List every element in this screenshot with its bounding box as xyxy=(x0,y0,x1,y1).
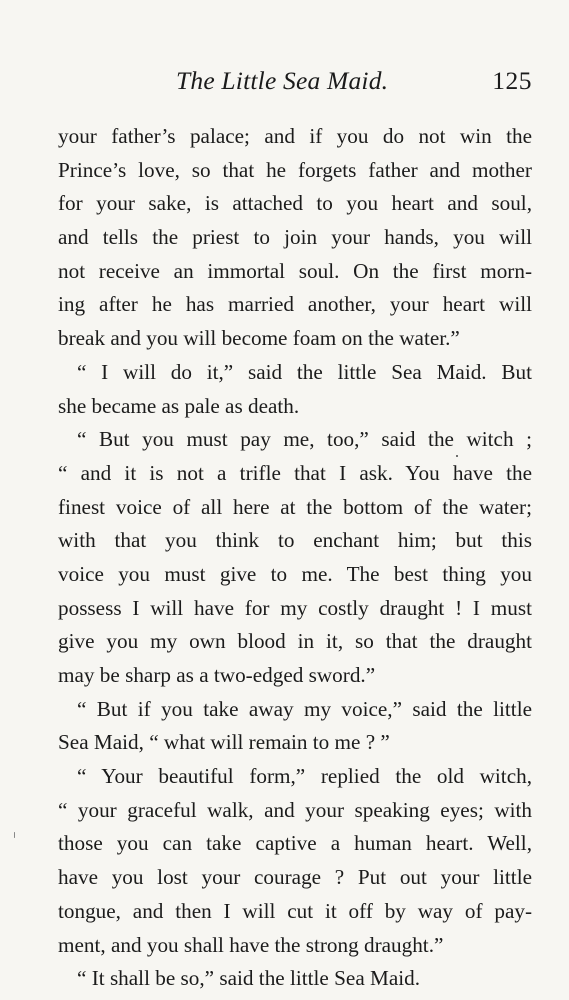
text-line: ment, and you shall have the strong draught.” xyxy=(58,932,444,957)
text-line: break and you will become foam on the water.” xyxy=(58,326,460,351)
text-line: and tells the priest to join your hands, you will xyxy=(58,225,532,250)
text-line: “ But you must pay me, too,” said the witch ; xyxy=(77,427,532,452)
text-line: Sea Maid, “ what will remain to me ? ” xyxy=(58,730,390,755)
text-line: have you lost your courage ? Put out your little xyxy=(58,865,532,890)
text-line: your father’s palace; and if you do not win the xyxy=(58,124,532,148)
text-line: “ But if you take away my voice,” said the little xyxy=(77,696,532,721)
text-line: for your sake, is attached to you heart and soul, xyxy=(58,191,532,216)
text-line: “ It shall be so,” said the little Sea Maid. xyxy=(77,966,421,991)
text-line: “ and it is not a trifle that I ask. You have the xyxy=(58,460,532,485)
text-line: ing after he has married another, your heart will xyxy=(58,292,532,317)
page-number: 125 xyxy=(492,66,532,95)
text-line: tongue, and then I will cut it off by way of pay- xyxy=(58,898,532,923)
text-line: with that you think to enchant him; but this xyxy=(58,528,532,553)
text-line: “ your graceful walk, and your speaking eyes; with xyxy=(58,797,532,822)
text-line: she became as pale as death. xyxy=(58,393,300,418)
paper-speck xyxy=(14,832,15,838)
text-line: “ I will do it,” said the little Sea Maid. But xyxy=(77,359,532,384)
paper-speck xyxy=(456,455,458,457)
text-line: give you my own blood in it, so that the draught xyxy=(58,629,532,654)
body-text xyxy=(58,120,532,996)
running-title: The Little Sea Maid. xyxy=(176,66,389,95)
text-line: finest voice of all here at the bottom of the water; xyxy=(58,494,532,519)
text-line: voice you must give to me. The best thing you xyxy=(58,561,532,586)
text-line: may be sharp as a two-edged sword.” xyxy=(58,663,376,687)
text-line: possess I will have for my costly draught ! I must xyxy=(58,595,532,620)
text-line: Prince’s love, so that he forgets father and mother xyxy=(58,157,532,182)
text-line: “ Your beautiful form,” replied the old witch, xyxy=(77,764,532,789)
text-line: not receive an immortal soul. On the first morn- xyxy=(58,258,532,283)
text-line: those you can take captive a human heart. Well, xyxy=(58,831,532,856)
running-header xyxy=(58,66,532,100)
